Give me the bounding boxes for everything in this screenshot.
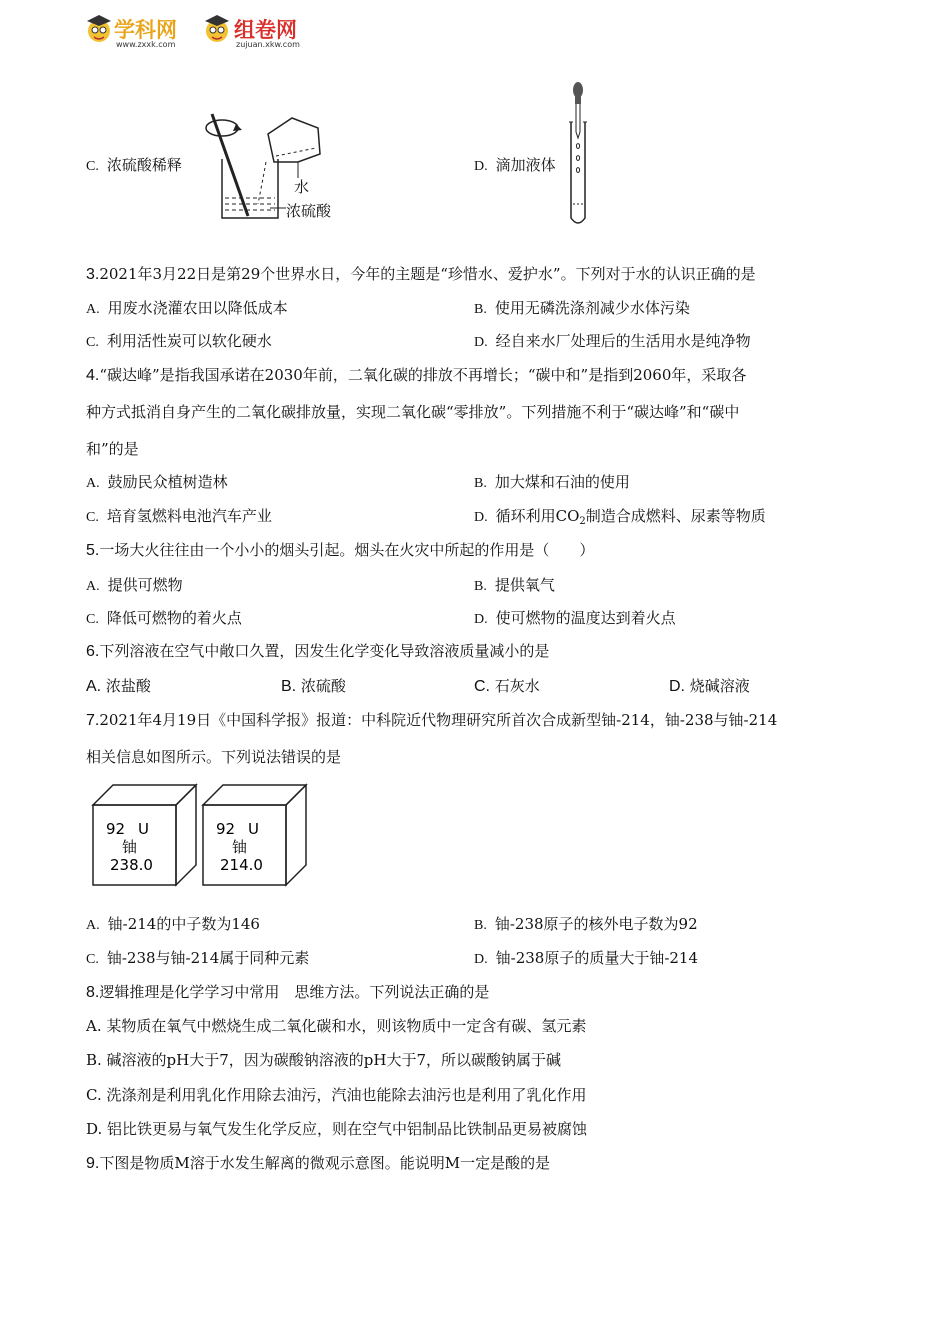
q5-option-a: A. 提供可燃物: [86, 576, 183, 594]
q7-option-c: C. 铀-238与铀-214属于同种元素: [86, 949, 310, 967]
box2-mass: 214.0: [220, 856, 263, 874]
q5-option-b: B. 提供氧气: [474, 576, 555, 594]
q4-option-a: A. 鼓励民众植树造林: [86, 473, 228, 491]
q8-option-d: D. 铝比铁更易与氧气发生化学反应，则在空气中铝制品比铁制品更易被腐蚀: [86, 1120, 588, 1138]
box1-atomic-number: 92: [106, 820, 126, 838]
q6-option-d: D. 烧碱溶液: [669, 677, 750, 695]
q2-option-c: C. 浓硫酸稀释: [86, 156, 182, 174]
box2-name: 铀: [232, 838, 248, 856]
q6-option-b: B. 浓硫酸: [281, 677, 346, 695]
q4-stem-line3: 和”的是: [86, 440, 139, 458]
logo-zujuanwang-url: zujuan.xkw.com: [236, 40, 300, 49]
q9-stem: 9.下图是物质M溶于水发生解离的微观示意图。能说明M一定是酸的是: [86, 1154, 551, 1172]
zujuanwang-logo-icon: [202, 12, 232, 50]
logo-xuekewang-name: 学科网: [114, 18, 177, 42]
q4-option-b: B. 加大煤和石油的使用: [474, 473, 630, 491]
q2-option-d: D. 滴加液体: [474, 156, 556, 174]
q3-option-a: A. 用废水浇灌农田以降低成本: [86, 299, 288, 317]
uranium-element-boxes: [88, 780, 318, 890]
q6-stem: 6.下列溶液在空气中敞口久置，因发生化学变化导致溶液质量减小的是: [86, 642, 550, 660]
q7-option-b: B. 铀-238原子的核外电子数为92: [474, 915, 698, 933]
q3-option-d: D. 经自来水厂处理后的生活用水是纯净物: [474, 332, 751, 350]
q4-option-c: C. 培育氢燃料电池汽车产业: [86, 507, 272, 525]
q6-option-a: A. 浓盐酸: [86, 677, 151, 695]
q6-option-c: C. 石灰水: [474, 677, 540, 695]
q7-option-a: A. 铀-214的中子数为146: [86, 915, 260, 933]
logo-zujuanwang-name: 组卷网: [234, 18, 297, 42]
q4-stem-line1: 4.“碳达峰”是指我国承诺在2030年前，二氧化碳的排放不再增长；“碳中和”是指到2060年，采取各: [86, 366, 747, 384]
q8-option-b: B. 碱溶液的pH大于7，因为碳酸钠溶液的pH大于7，所以碳酸钠属于碱: [86, 1051, 562, 1069]
dropper-test-tube-figure: [563, 80, 593, 230]
q5-option-d: D. 使可燃物的温度达到着火点: [474, 609, 676, 627]
q3-stem: 3.2021年3月22日是第29个世界水日，今年的主题是“珍惜水、爱护水”。下列对于水的认识正确的是: [86, 265, 756, 283]
q8-option-a: A. 某物质在氧气中燃烧生成二氧化碳和水，则该物质中一定含有碳、氢元素: [86, 1017, 587, 1035]
q4-option-d: D. 循环利用$CO_2$制造合成燃料、尿素等物质: [474, 507, 766, 527]
xuekewang-logo-icon: [84, 12, 114, 50]
logo-xuekewang-url: www.zxxk.com: [116, 40, 176, 49]
q3-option-c: C. 利用活性炭可以软化硬水: [86, 332, 272, 350]
box2-atomic-number: 92: [216, 820, 236, 838]
q7-option-d: D. 铀-238原子的质量大于铀-214: [474, 949, 699, 967]
header-logos: [84, 12, 324, 52]
box1-name: 铀: [122, 838, 138, 856]
q7-stem-line1: 7.2021年4月19日《中国科学报》报道：中科院近代物理研究所首次合成新型铀-214，铀-238与铀-214: [86, 711, 778, 729]
q7-stem-line2: 相关信息如图所示。下列说法错误的是: [86, 748, 342, 766]
fig-label-water: 水: [294, 178, 310, 196]
q8-stem: 8.逻辑推理是化学学习中常用 思维方法。下列说法正确的是: [86, 983, 490, 1001]
q3-option-b: B. 使用无磷洗涤剂减少水体污染: [474, 299, 690, 317]
q4-stem-line2: 种方式抵消自身产生的二氧化碳排放量，实现二氧化碳“零排放”。下列措施不利于“碳达峰”和“碳中: [86, 403, 740, 421]
fig-label-conc-sulfuric-acid: 浓硫酸: [286, 202, 332, 220]
q8-option-c: C. 洗涤剂是利用乳化作用除去油污，汽油也能除去油污也是利用了乳化作用: [86, 1086, 587, 1104]
q5-stem: 5.一场大火往往由一个小小的烟头引起。烟头在火灾中所起的作用是（ ）: [86, 541, 595, 559]
box1-mass: 238.0: [110, 856, 153, 874]
box1-symbol: U: [138, 820, 149, 838]
box2-symbol: U: [248, 820, 259, 838]
q5-option-c: C. 降低可燃物的着火点: [86, 609, 242, 627]
